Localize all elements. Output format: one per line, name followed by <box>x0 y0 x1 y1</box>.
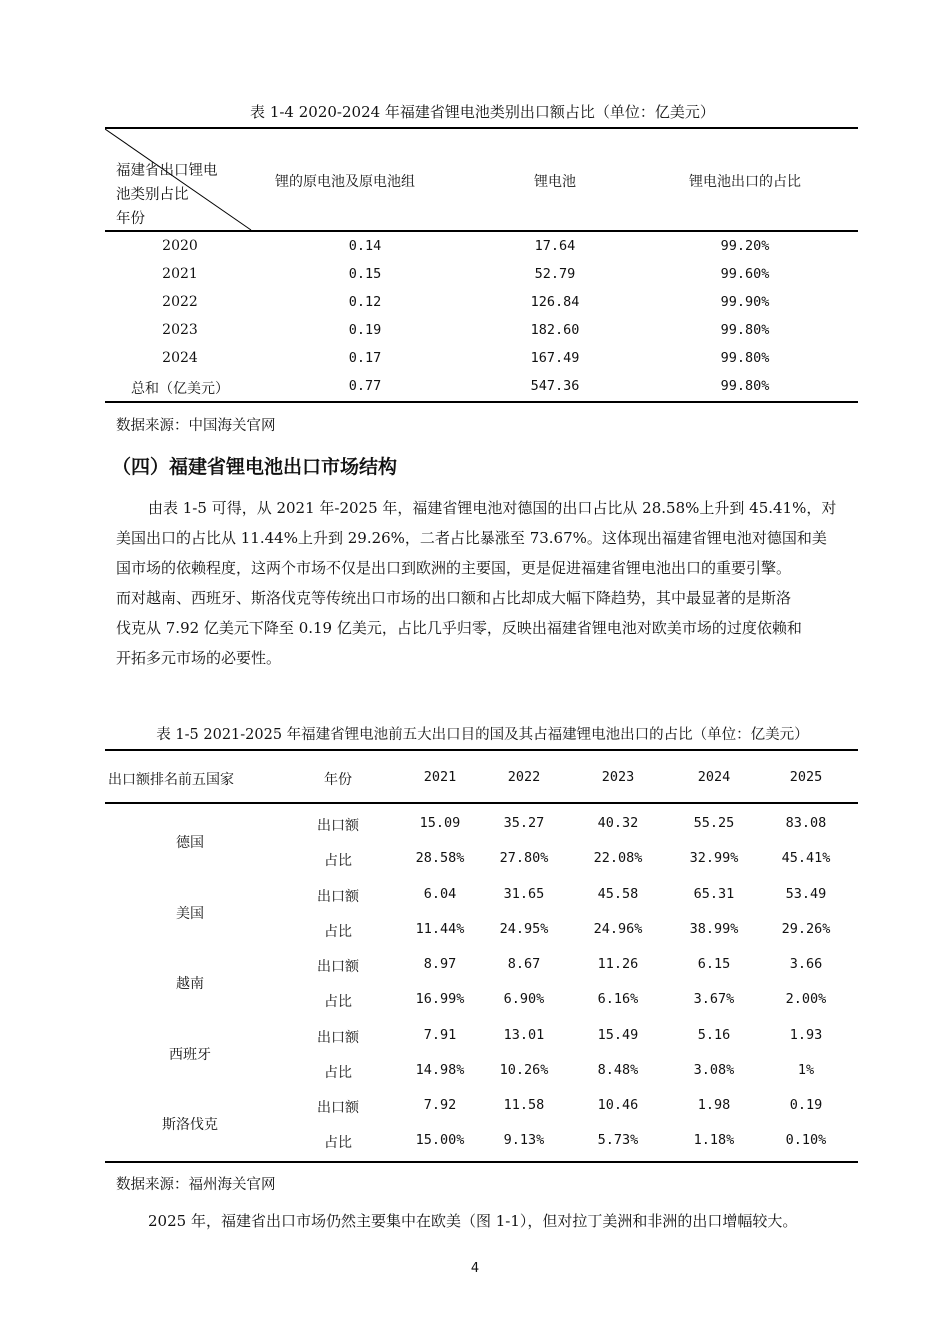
table-1-5-cell: 24.96% <box>593 920 643 937</box>
table-1-5-cell: 45.41% <box>781 850 831 866</box>
table-1-5-cell: 10.26% <box>499 1061 549 1078</box>
table-1-4-cell: 0.77 <box>348 378 382 394</box>
paragraph-line: 美国出口的占比从 11.44%上升到 29.26%，二者占比暴涨至 73.67%。这体现出福建省锂电池对德国和美 <box>116 529 827 547</box>
table-1-5-cell: 6.90% <box>503 991 545 1007</box>
table-1-4-cell: 99.80% <box>720 378 770 394</box>
table-1-5-cell: 11.44% <box>415 920 465 937</box>
table-1-5-cell: 1% <box>797 1061 815 1078</box>
table-1-4-cell: 547.36 <box>530 378 580 394</box>
table-1-4-cell: 182.60 <box>530 322 580 338</box>
table-1-5-cell: 13.01 <box>503 1026 545 1043</box>
table-1-4-cell: 99.80% <box>720 350 770 366</box>
table-1-5-row-label: 出口额 <box>317 959 359 975</box>
table-1-5-cell: 6.16% <box>597 991 639 1007</box>
body-paragraph-1 <box>116 493 860 673</box>
table-1-5-cell: 8.97 <box>423 956 457 972</box>
table-1-4-cell: 2023 <box>162 322 198 338</box>
table-1-5-cell: 32.99% <box>689 850 739 866</box>
table-1-5-cell: 40.32 <box>597 815 639 831</box>
table-1-5-cell: 83.08 <box>785 815 827 831</box>
table-1-5-country-name: 斯洛伐克 <box>162 1117 218 1133</box>
table-1-5-cell: 55.25 <box>693 815 735 831</box>
table-1-5-country-name: 德国 <box>176 835 204 851</box>
table-1-5-cell: 11.58 <box>503 1097 545 1113</box>
table-1-5-cell: 0.19 <box>789 1097 823 1113</box>
table-1-5-cell: 11.26 <box>597 956 639 972</box>
table-1-5-cell: 10.46 <box>597 1097 639 1113</box>
table-1-4-header-share: 锂电池出口的占比 <box>689 174 801 190</box>
table-1-4-cell: 2022 <box>162 294 198 310</box>
table-1-4-source: 数据来源：中国海关官网 <box>116 418 276 434</box>
table-1-4-header-lithium-battery: 锂电池 <box>534 174 576 190</box>
table-1-5-bottom-rule <box>105 1161 858 1163</box>
table-1-5-country-name: 西班牙 <box>169 1046 211 1063</box>
table-1-5-cell: 9.13% <box>503 1132 545 1148</box>
table-1-4-header-rule <box>105 230 858 232</box>
table-1-5-header-country: 出口额排名前五国家 <box>108 772 234 788</box>
table-1-5-cell: 2.00% <box>785 991 827 1007</box>
table-1-5-header-year: 年份 <box>324 772 352 788</box>
table-1-5-header-2025: 2025 <box>789 769 823 785</box>
table-1-5-row-label: 出口额 <box>317 818 359 834</box>
table-1-5-cell: 5.16 <box>697 1026 731 1043</box>
table-1-5-cell: 1.18% <box>693 1132 735 1148</box>
table-1-4-cell: 99.20% <box>720 238 770 254</box>
table-1-5-cell: 1.93 <box>789 1026 823 1043</box>
table-1-4-cell: 0.15 <box>348 266 382 282</box>
table-1-5-header-2021: 2021 <box>423 769 457 785</box>
table-1-5-cell: 1.98 <box>697 1097 731 1113</box>
table-1-5-cell: 5.73% <box>597 1132 639 1148</box>
table-1-5-cell: 28.58% <box>415 850 465 866</box>
table-1-5-row-label: 占比 <box>324 994 352 1010</box>
table-1-5-cell: 15.09 <box>419 815 461 831</box>
table-1-5-row-label: 占比 <box>324 1064 352 1081</box>
table-1-5-source: 数据来源：福州海关官网 <box>116 1177 276 1193</box>
table-1-4-cell: 总和（亿美元） <box>131 381 229 397</box>
table-1-5-cell: 35.27 <box>503 815 545 831</box>
table-1-5-row-label: 出口额 <box>317 888 359 905</box>
table-1-5-row-label: 出口额 <box>317 1100 359 1116</box>
table-1-5-row-label: 出口额 <box>317 1029 359 1046</box>
table-1-5-header-2023: 2023 <box>601 769 635 785</box>
table-1-5-cell: 6.04 <box>423 885 457 902</box>
table-1-4-corner-header-line2: 池类别占比 <box>116 187 189 203</box>
table-1-4-cell: 17.64 <box>534 238 576 254</box>
table-1-5-cell: 7.91 <box>423 1026 457 1043</box>
table-1-4-cell: 2024 <box>162 350 198 366</box>
table-1-5-cell: 8.48% <box>597 1061 639 1078</box>
table-1-5-row-label: 占比 <box>324 923 352 940</box>
table-1-5-cell: 0.10% <box>785 1132 827 1148</box>
table-1-5-caption: 表 1-5 2021-2025 年福建省锂电池前五大出口目的国及其占福建锂电池出口的占比（单位：亿美元） <box>156 727 809 743</box>
table-1-5-country-name: 越南 <box>176 976 204 992</box>
table-1-4-cell: 52.79 <box>534 266 576 282</box>
table-1-5-cell: 27.80% <box>499 850 549 866</box>
paragraph-line: 开拓多元市场的必要性。 <box>116 649 282 667</box>
table-1-5-top-rule <box>105 749 858 751</box>
table-1-5-cell: 15.00% <box>415 1132 465 1148</box>
table-1-5-cell: 8.67 <box>507 956 541 972</box>
table-1-5-cell: 45.58 <box>597 885 639 902</box>
table-1-4-header-primary-battery: 锂的原电池及原电池组 <box>275 174 415 190</box>
table-1-5-cell: 24.95% <box>499 920 549 937</box>
table-1-5-header-rule <box>105 802 858 804</box>
paragraph-line: 由表 1-5 可得，从 2021 年-2025 年，福建省锂电池对德国的出口占比从 28.58%上升到 45.41%，对 <box>148 499 837 517</box>
table-1-4-cell: 99.80% <box>720 322 770 338</box>
table-1-4-caption: 表 1-4 2020-2024 年福建省锂电池类别出口额占比（单位：亿美元） <box>250 103 715 121</box>
table-1-5-cell: 65.31 <box>693 885 735 902</box>
table-1-5-row-label: 占比 <box>324 1135 352 1151</box>
table-1-5-cell: 14.98% <box>415 1061 465 1078</box>
table-1-5-cell: 22.08% <box>593 850 643 866</box>
table-1-5-cell: 29.26% <box>781 920 831 937</box>
body-paragraph-2: 2025 年，福建省出口市场仍然主要集中在欧美（图 1-1），但对拉丁美洲和非洲的出口增幅较大。 <box>148 1212 798 1230</box>
page-number: 4 <box>470 1261 480 1276</box>
table-1-4-corner-header-line3: 年份 <box>116 211 145 227</box>
table-1-4-cell: 0.14 <box>348 238 382 254</box>
table-1-4-cell: 99.90% <box>720 294 770 310</box>
table-1-5-cell: 7.92 <box>423 1097 457 1113</box>
paragraph-line: 而对越南、西班牙、斯洛伐克等传统出口市场的出口额和占比却成大幅下降趋势，其中最显著的是斯洛 <box>116 589 792 607</box>
table-1-5-cell: 16.99% <box>415 991 465 1007</box>
table-1-4-cell: 126.84 <box>530 294 580 310</box>
table-1-4-cell: 0.12 <box>348 294 382 310</box>
table-1-5-header-2024: 2024 <box>697 769 731 785</box>
table-1-4-bottom-rule <box>105 401 858 403</box>
table-1-4-cell: 0.17 <box>348 350 382 366</box>
table-1-5-row-label: 占比 <box>324 853 352 869</box>
table-1-5-cell: 53.49 <box>785 885 827 902</box>
table-1-4-cell: 0.19 <box>348 322 382 338</box>
table-1-4-cell: 2021 <box>162 266 198 282</box>
table-1-5-cell: 6.15 <box>697 956 731 972</box>
section-heading: （四）福建省锂电池出口市场结构 <box>112 456 398 478</box>
table-1-5-cell: 3.66 <box>789 956 823 972</box>
table-1-5-cell: 15.49 <box>597 1026 639 1043</box>
table-1-4-corner-header-line1: 福建省出口锂电 <box>116 163 218 179</box>
table-1-5-cell: 38.99% <box>689 920 739 937</box>
table-1-5-cell: 3.08% <box>693 1061 735 1078</box>
table-1-5-cell: 3.67% <box>693 991 735 1007</box>
table-1-4-cell: 167.49 <box>530 350 580 366</box>
table-1-5-cell: 31.65 <box>503 885 545 902</box>
table-1-5-header-2022: 2022 <box>507 769 541 785</box>
table-1-4-cell: 2020 <box>162 238 198 254</box>
table-1-5-country-name: 美国 <box>176 905 204 922</box>
table-1-4-cell: 99.60% <box>720 266 770 282</box>
paragraph-line: 国市场的依赖程度，这两个市场不仅是出口到欧洲的主要国，更是促进福建省锂电池出口的重要引擎。 <box>116 559 792 577</box>
paragraph-line: 伐克从 7.92 亿美元下降至 0.19 亿美元，占比几乎归零，反映出福建省锂电池对欧美市场的过度依赖和 <box>116 619 802 637</box>
